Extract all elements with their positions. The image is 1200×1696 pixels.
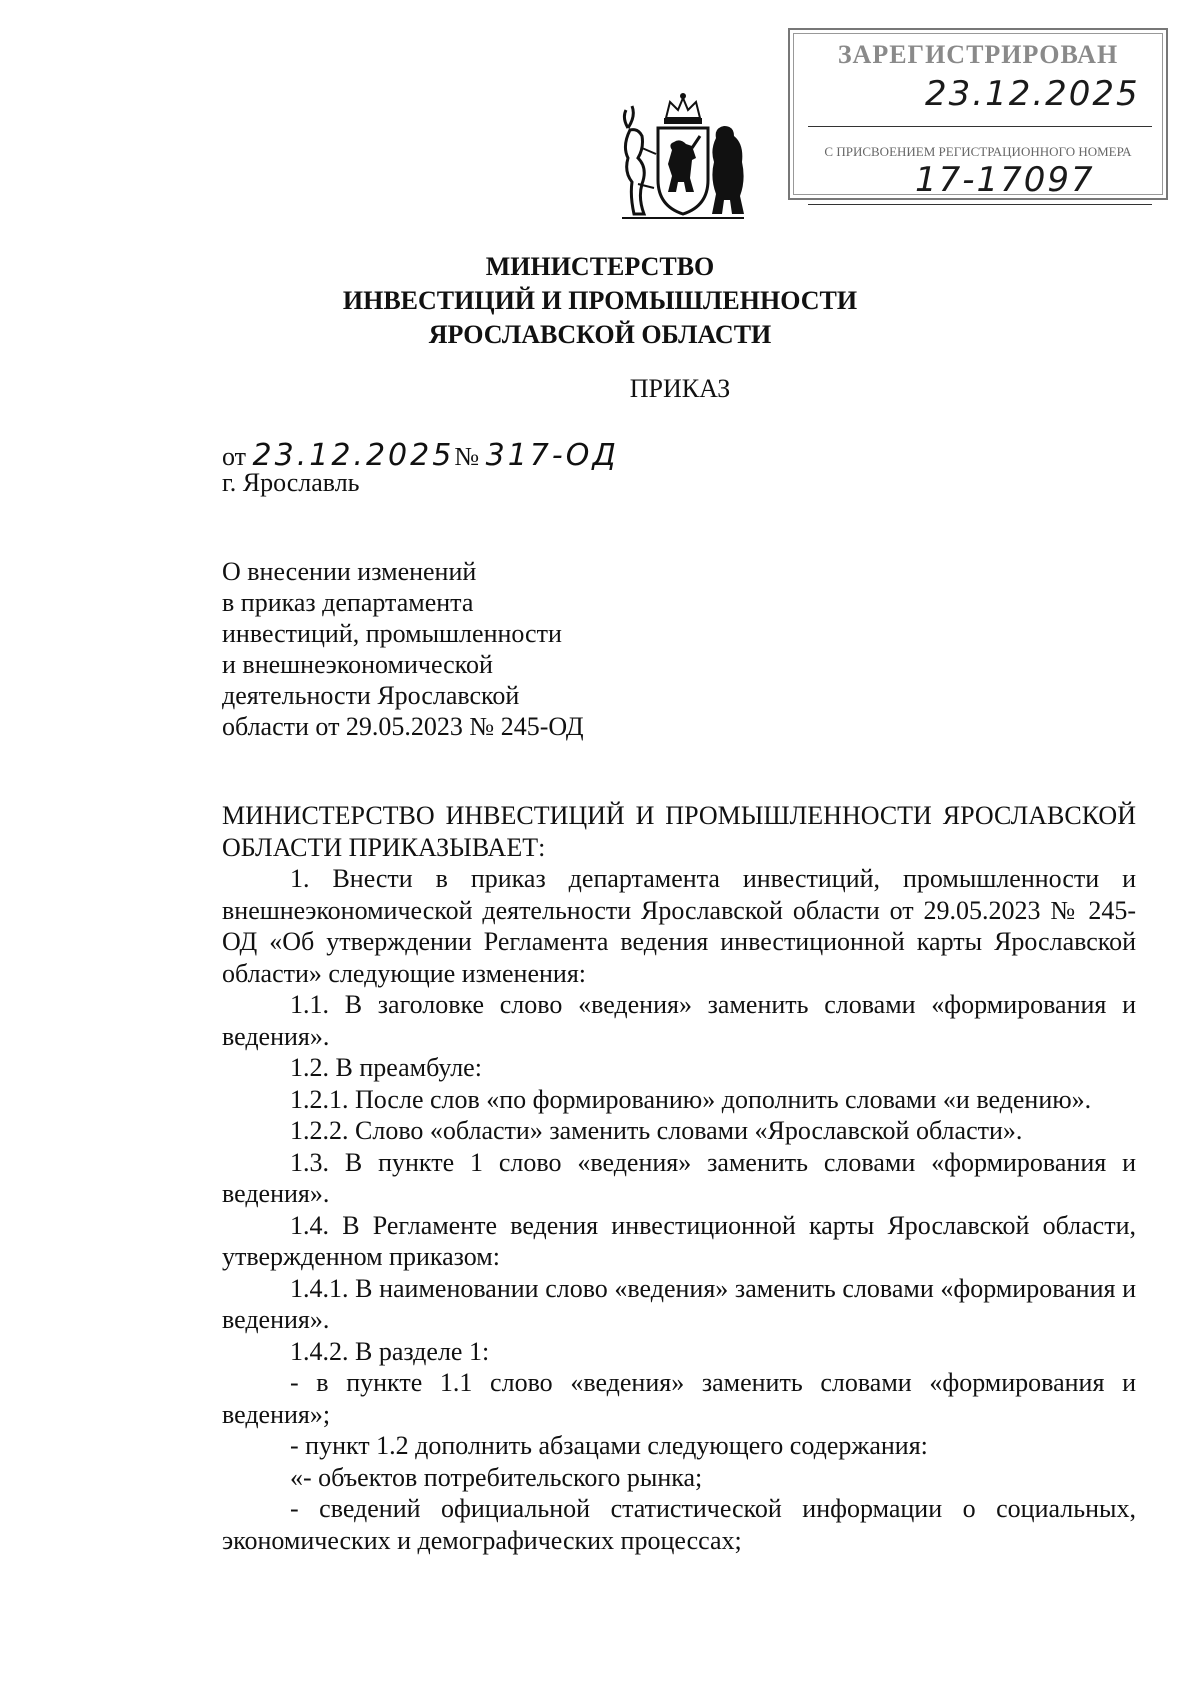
stamp-divider-bottom (808, 204, 1152, 205)
stamp-title: ЗАРЕГИСТРИРОВАН (837, 40, 1119, 69)
ot-label: от (222, 442, 247, 471)
list-item: - в пункте 1.1 слово «ведения» заменить словами «формирования и ведения»; (222, 1368, 1136, 1429)
ministry-line-3: ЯРОСЛАВСКОЙ ОБЛАСТИ (428, 320, 772, 349)
clause-1-4-1: 1.4.1. В наименовании слово «ведения» заменить словами «формирования и ведения». (222, 1273, 1136, 1334)
clause-1-2-1: 1.2.1. После слов «по формированию» дополнить словами «и ведению». (290, 1084, 1092, 1114)
list-item: - сведений официальной статистической информации о социальных, экономических и демографических процессах; (222, 1494, 1136, 1555)
clause-1-3: 1.3. В пункте 1 слово «ведения» заменить словами «формирования и ведения». (222, 1147, 1136, 1208)
registration-stamp (788, 28, 1168, 200)
ministry-header (0, 250, 1200, 352)
list-item: «- объектов потребительского рынка; (290, 1462, 703, 1492)
yaroslavl-coat-of-arms-icon (608, 88, 758, 238)
clause-1-2: 1.2. В преамбуле: (290, 1053, 482, 1082)
subject-line: инвестиций, промышленности (222, 619, 562, 648)
stamp-caption: С ПРИСВОЕНИЕМ РЕГИСТРАЦИОННОГО НОМЕРА (824, 144, 1132, 159)
stamp-divider (808, 126, 1152, 127)
clause-1-4-2: 1.4.2. В разделе 1: (290, 1336, 490, 1366)
number-sign: № (454, 442, 480, 471)
order-body (222, 800, 1136, 1556)
ministry-line-1: МИНИСТЕРСТВО (485, 252, 715, 281)
subject-line: в приказ департамента (222, 588, 474, 617)
clause-1: 1. Внести в приказ департамента инвестиций, промышленности и внешнеэкономической деятельности Ярославской области от 29.05.2023 № 245-ОД «Об утверждении Регламента ведения инвестиционной карты Ярославской области» следующие изменения: (222, 864, 1136, 988)
subject-line: деятельности Ярославской (222, 681, 520, 710)
clause-1-1: 1.1. В заголовке слово «ведения» заменить словами «формирования и ведения». (222, 990, 1136, 1051)
ministry-line-2: ИНВЕСТИЦИЙ И ПРОМЫШЛЕННОСТИ (342, 286, 858, 315)
document-type: ПРИКАЗ (629, 374, 731, 403)
order-date: 23.12.2025 (252, 438, 455, 473)
clause-1-2-2: 1.2.2. Слово «области» заменить словами «Ярославской области». (290, 1116, 1023, 1145)
city: г. Ярославль (222, 468, 360, 497)
order-number: 317-ОД (485, 438, 619, 473)
list-item: - пункт 1.2 дополнить абзацами следующего содержания: (290, 1431, 928, 1460)
subject-line: области от 29.05.2023 № 245-ОД (222, 712, 584, 741)
stamp-date: 23.12.2025 (925, 74, 1140, 114)
clause-1-4: 1.4. В Регламенте ведения инвестиционной карты Ярославской области, утвержденном приказом: (222, 1210, 1136, 1271)
order-subject (222, 556, 584, 742)
subject-line: и внешнеэкономической (222, 650, 493, 679)
stamp-registration-number: 17-17097 (915, 160, 1095, 200)
subject-line: О внесении изменений (222, 557, 477, 586)
preamble: МИНИСТЕРСТВО ИНВЕСТИЦИЙ И ПРОМЫШЛЕННОСТИ ЯРОСЛАВСКОЙ ОБЛАСТИ ПРИКАЗЫВАЕТ: (222, 801, 1136, 862)
